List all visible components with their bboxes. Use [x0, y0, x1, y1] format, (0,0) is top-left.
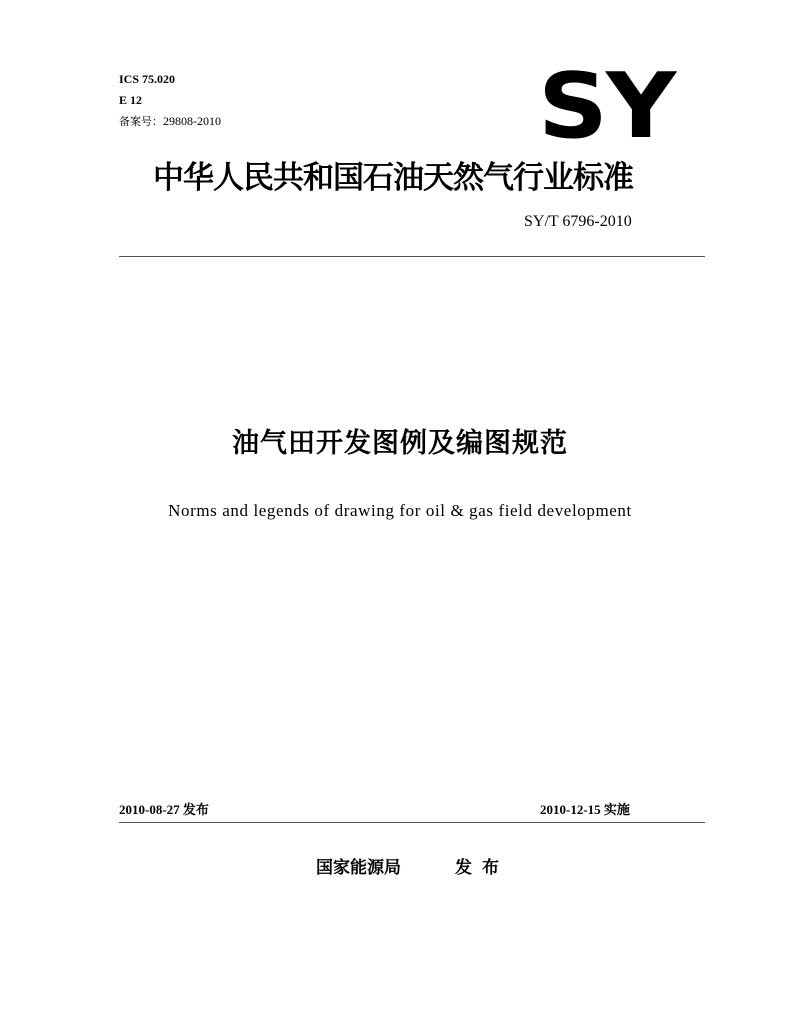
- issue-label: 发布: [182, 803, 209, 818]
- standard-number: SY/T 6796-2010: [524, 213, 632, 230]
- classification-code: E 12: [119, 93, 143, 107]
- sy-logo: SY: [538, 54, 675, 159]
- issue-date: [119, 799, 209, 818]
- bottom-divider: [119, 822, 705, 823]
- record-value: 29808-2010: [163, 114, 221, 128]
- record-number: [119, 113, 221, 129]
- document-title-cn: 油气田开发图例及编图规范: [232, 428, 568, 459]
- issue-date-value: 2010-08-27: [119, 802, 180, 817]
- top-divider: [119, 256, 705, 257]
- document-title-en: Norms and legends of drawing for oil & gas field development: [168, 501, 632, 520]
- implementation-date-value: 2010-12-15: [540, 802, 601, 817]
- publisher-name: 国家能源局: [316, 858, 401, 878]
- organization-title: 中华人民共和国石油天然气行业标准: [153, 160, 633, 196]
- implementation-label: 实施: [603, 803, 630, 818]
- ics-code: ICS 75.020: [119, 72, 176, 86]
- implementation-date: [540, 799, 630, 818]
- publisher-action: 发布: [455, 858, 509, 878]
- record-label: 备案号：: [119, 115, 163, 128]
